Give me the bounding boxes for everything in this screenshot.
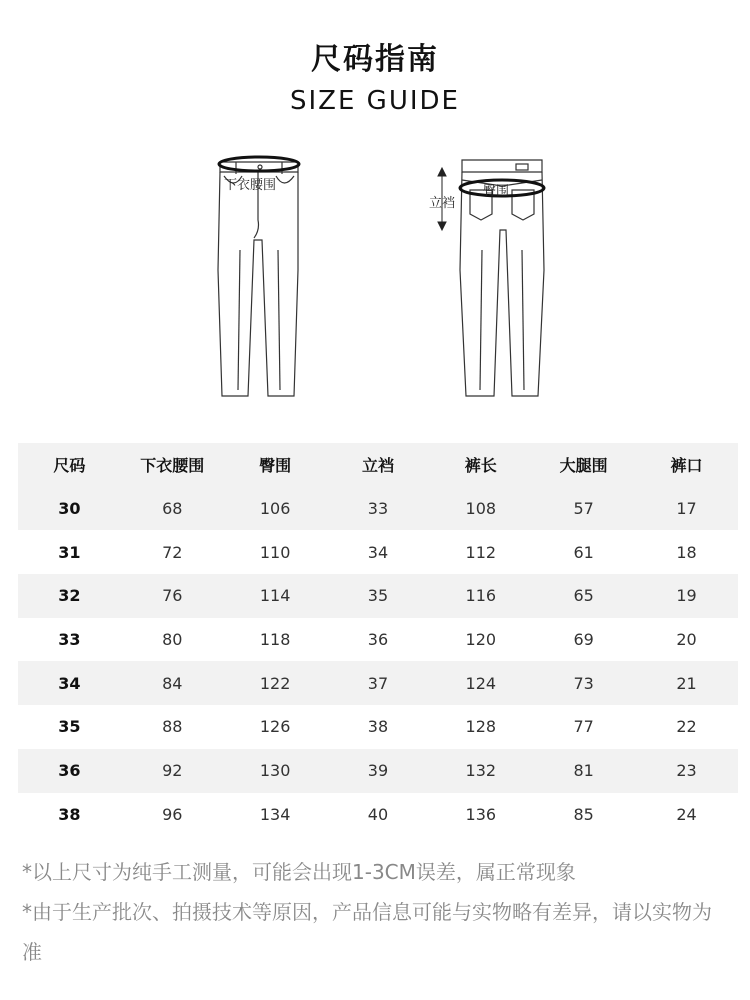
size-table-container	[18, 443, 738, 836]
note-disclaimer: *由于生产批次、拍摄技术等原因，产品信息可能与实物略有差异，请以实物为准	[22, 900, 712, 964]
table-row	[18, 705, 738, 749]
cell-length: 116	[429, 574, 532, 618]
cell-length: 120	[429, 618, 532, 662]
cell-rise: 34	[327, 530, 430, 574]
cell-hem: 23	[635, 749, 738, 793]
table-body	[18, 487, 738, 837]
cell-rise: 39	[327, 749, 430, 793]
pants-back-illustration	[420, 150, 570, 400]
front-waist-label: 下衣腰围	[224, 178, 277, 193]
table-row	[18, 574, 738, 618]
cell-size: 35	[18, 705, 121, 749]
cell-waist: 72	[121, 530, 224, 574]
cell-rise: 37	[327, 661, 430, 705]
cell-length: 124	[429, 661, 532, 705]
cell-hem: 17	[635, 487, 738, 531]
table-row	[18, 618, 738, 662]
cell-hip: 134	[224, 793, 327, 837]
cell-hip: 126	[224, 705, 327, 749]
cell-hem: 19	[635, 574, 738, 618]
cell-hem: 18	[635, 530, 738, 574]
cell-size: 33	[18, 618, 121, 662]
header-rise: 立裆	[327, 443, 430, 487]
cell-hem: 21	[635, 661, 738, 705]
cell-hem: 20	[635, 618, 738, 662]
cell-hem: 22	[635, 705, 738, 749]
cell-thigh: 81	[532, 749, 635, 793]
cell-hip: 106	[224, 487, 327, 531]
cell-waist: 88	[121, 705, 224, 749]
page-title: 尺码指南	[311, 42, 439, 77]
note-measurement: *以上尺寸为纯手工测量，可能会出现1-3CM误差，属正常现象	[22, 860, 576, 884]
cell-hem: 24	[635, 793, 738, 837]
header-hem: 裤口	[635, 443, 738, 487]
cell-waist: 92	[121, 749, 224, 793]
header-length: 裤长	[429, 443, 532, 487]
cell-thigh: 77	[532, 705, 635, 749]
cell-hip: 114	[224, 574, 327, 618]
cell-size: 38	[18, 793, 121, 837]
header-thigh: 大腿围	[532, 443, 635, 487]
cell-rise: 33	[327, 487, 430, 531]
pants-front-illustration	[210, 150, 310, 400]
table-row	[18, 487, 738, 531]
cell-length: 108	[429, 487, 532, 531]
cell-hip: 110	[224, 530, 327, 574]
cell-length: 132	[429, 749, 532, 793]
cell-size: 31	[18, 530, 121, 574]
cell-hip: 122	[224, 661, 327, 705]
cell-hip: 118	[224, 618, 327, 662]
back-hip-label: 臀围	[483, 184, 510, 199]
cell-thigh: 57	[532, 487, 635, 531]
cell-thigh: 85	[532, 793, 635, 837]
cell-waist: 96	[121, 793, 224, 837]
size-table	[18, 443, 738, 836]
cell-length: 128	[429, 705, 532, 749]
cell-rise: 36	[327, 618, 430, 662]
table-row	[18, 793, 738, 837]
header-waist: 下衣腰围	[121, 443, 224, 487]
table-row	[18, 661, 738, 705]
table-header-row	[18, 443, 738, 487]
back-rise-label: 立裆	[429, 196, 456, 211]
header-hip: 臀围	[224, 443, 327, 487]
cell-length: 112	[429, 530, 532, 574]
cell-hip: 130	[224, 749, 327, 793]
cell-length: 136	[429, 793, 532, 837]
cell-size: 36	[18, 749, 121, 793]
cell-size: 30	[18, 487, 121, 531]
cell-waist: 80	[121, 618, 224, 662]
cell-rise: 38	[327, 705, 430, 749]
cell-rise: 40	[327, 793, 430, 837]
notes	[22, 852, 722, 972]
page-subtitle: SIZE GUIDE	[290, 86, 460, 116]
table-row	[18, 530, 738, 574]
cell-waist: 76	[121, 574, 224, 618]
cell-rise: 35	[327, 574, 430, 618]
cell-size: 34	[18, 661, 121, 705]
cell-waist: 84	[121, 661, 224, 705]
cell-waist: 68	[121, 487, 224, 531]
header-size: 尺码	[18, 443, 121, 487]
table-row	[18, 749, 738, 793]
cell-thigh: 73	[532, 661, 635, 705]
cell-thigh: 69	[532, 618, 635, 662]
cell-size: 32	[18, 574, 121, 618]
cell-thigh: 61	[532, 530, 635, 574]
cell-thigh: 65	[532, 574, 635, 618]
